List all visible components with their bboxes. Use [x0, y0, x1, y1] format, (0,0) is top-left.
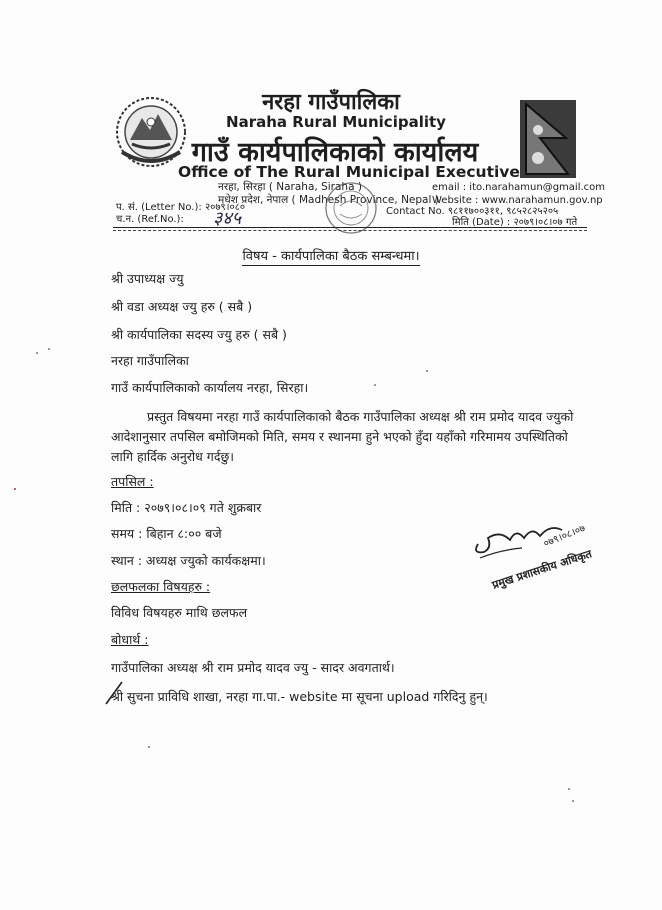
agenda-heading: छलफलका विषयहरु :	[111, 579, 211, 594]
scan-speck	[426, 370, 428, 372]
recipient-line: श्री उपाध्यक्ष ज्यु	[111, 271, 184, 286]
office-name-en: Office of The Rural Municipal Executive	[178, 163, 520, 181]
header-rule	[113, 227, 587, 228]
scan-speck	[148, 746, 150, 748]
recipient-line: श्री कार्यपालिका सदस्य ज्यु हरु ( सबै )	[111, 327, 287, 342]
scan-speck	[14, 488, 16, 490]
cc-item: गाउँपालिका अध्यक्ष श्री राम प्रमोद यादव ज्यु - सादर अवगतार्थ।	[111, 660, 395, 675]
details-heading: तपसिल :	[111, 474, 154, 489]
scan-speck	[572, 800, 574, 802]
cc-item: श्री सुचना प्राविधि शाखा, नरहा गा.पा.- website मा सूचना upload गरिदिनु हुन्।	[111, 689, 488, 704]
cc-heading: बोधार्थ :	[111, 632, 149, 647]
municipality-name-np: नरहा गाउँपालिका	[262, 90, 400, 115]
recipient-line: गाउँ कार्यपालिकाको कार्यालय नरहा, सिरहा।	[111, 380, 309, 395]
letter-body: प्रस्तुत विषयमा नरहा गाउँ कार्यपालिकाको बैठक गाउँपालिका अध्यक्ष श्री राम प्रमोद यादव ज्युको आदेशानुसार तपसिल बमोजिमको मिति, समय र स्थानमा हुने भएको हुँदा यहाँको गरिमामय उपस्थितिको लागि हार्दिक अनुरोध गर्दछु।	[111, 409, 574, 464]
scan-speck	[36, 352, 38, 354]
website-address: Website : www.narahamun.gov.np	[432, 195, 603, 206]
signature-block	[470, 500, 600, 592]
letter-subject	[0, 246, 662, 264]
reference-number-value: ३४५	[213, 208, 242, 229]
address-line-2: मधेश प्रदेश, नेपाल ( Madhesh Province, Nepal )	[218, 194, 439, 206]
signature-title-stamp: प्रमुख प्रशासकीय अधिकृत	[490, 547, 594, 592]
detail-date: मिति : २०७९।०८।०९ गते शुक्रबार	[111, 500, 262, 515]
address-line-1: नरहा, सिरहा ( Naraha, Siraha )	[218, 181, 362, 193]
recipient-line: श्री वडा अध्यक्ष ज्यु हरु ( सबै )	[111, 299, 253, 314]
reference-number-label: च.न. (Ref.No.):	[116, 214, 184, 225]
letter-date: मिति (Date) : २०७९।०८।०७ गते	[452, 217, 578, 228]
office-name-np: गाउँ कार्यपालिकाको कार्यालय	[191, 137, 479, 168]
office-seal-stamp-icon	[322, 176, 380, 244]
signature-date: ०७९।०८।०७	[542, 523, 588, 550]
recipient-line: नरहा गाउँपालिका	[111, 353, 189, 368]
detail-time: समय : बिहान ८:०० बजे	[111, 526, 222, 541]
handwritten-check-mark-icon	[104, 680, 124, 706]
municipality-name-en: Naraha Rural Municipality	[226, 113, 446, 131]
email-address: email : ito.narahamun@gmail.com	[432, 182, 606, 193]
header-rule-dashed	[113, 230, 587, 231]
letter-number: प. सं. (Letter No.): २०७९।०८०	[116, 202, 246, 213]
scan-speck	[374, 384, 376, 386]
agenda-item: विविध विषयहरु माथि छलफल	[111, 605, 248, 620]
scan-speck	[568, 788, 570, 790]
scan-speck	[48, 348, 50, 350]
detail-venue: स्थान : अध्यक्ष ज्युको कार्यकक्षमा।	[111, 553, 266, 568]
contact-number: Contact No. ९८११७००३११, ९८५२८२५२०५	[386, 206, 559, 217]
subject-text: विषय - कार्यपालिका बैठक सम्बन्धमा।	[242, 249, 420, 264]
